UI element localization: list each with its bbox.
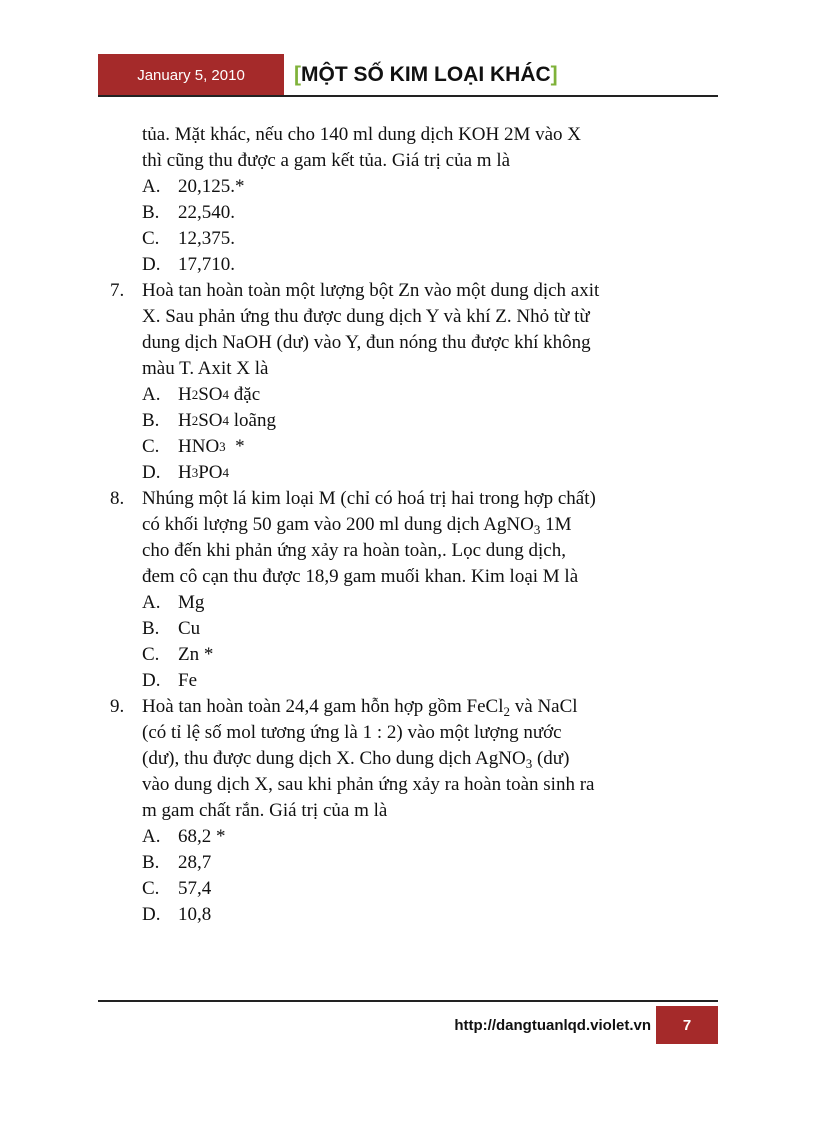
question-text-line: Hoà tan hoàn toàn 24,4 gam hỗn hợp gồm FeCl$_2$ và NaCl (142, 696, 578, 719)
question-text-line: (dư), thu được dung dịch X. Cho dung dịch AgNO$_3$ (dư) (142, 748, 570, 771)
option-c: C. 57,4 (142, 878, 212, 899)
question-number: 9. (110, 696, 125, 717)
page-number: 7 (656, 1006, 718, 1044)
question-text-line: màu T. Axit X là (142, 358, 269, 379)
option-d: D. H 3 PO 4 (142, 462, 230, 483)
header-title (294, 58, 558, 92)
option-b: B. 28,7 (142, 852, 212, 873)
footer-url-link[interactable]: http://dangtuanlqd.violet.vn (454, 1016, 651, 1034)
title-bracket-open: [ (294, 63, 301, 86)
footer-divider (98, 1000, 718, 1002)
question-9 (110, 694, 710, 824)
question-8 (110, 486, 710, 590)
question-text-line: Nhúng một lá kim loại M (chỉ có hoá trị hai trong hợp chất) (142, 488, 596, 509)
question-text-line: Hoà tan hoàn toàn một lượng bột Zn vào một dung dịch axit (142, 280, 600, 301)
option-b: B. Cu (142, 618, 201, 639)
option-b: B. 22,540. (142, 202, 235, 223)
question-8-options (110, 590, 710, 694)
question-text-line: có khối lượng 50 gam vào 200 ml dung dịch AgNO$_3$ 1M (142, 514, 572, 537)
option-a: A. 68,2 * (142, 826, 226, 847)
option-c: C. HNO 3 * (142, 436, 245, 457)
question-text-line: (có tỉ lệ số mol tương ứng là 1 : 2) vào một lượng nước (142, 722, 562, 743)
option-a: A. 20,125.* (142, 176, 245, 197)
option-d: D. 10,8 (142, 904, 212, 925)
option-d: D. Fe (142, 670, 197, 691)
title-text: MỘT SỐ KIM LOẠI KHÁC (301, 63, 551, 86)
page-header (98, 54, 718, 96)
header-date: January 5, 2010 (98, 54, 284, 96)
question-text-line: đem cô cạn thu được 18,9 gam muối khan. Kim loại M là (142, 566, 579, 587)
question-text-line: cho đến khi phản ứng xảy ra hoàn toàn,. Lọc dung dịch, (142, 540, 566, 561)
option-c: C. Zn * (142, 644, 214, 665)
document-body (110, 122, 710, 928)
question-number: 8. (110, 488, 125, 509)
question-text-line: dung dịch NaOH (dư) vào Y, đun nóng thu được khí không (142, 332, 591, 353)
question-7-options (110, 382, 710, 486)
option-d: D. 17,710. (142, 254, 235, 275)
question-text-line: tủa. Mặt khác, nếu cho 140 ml dung dịch KOH 2M vào X (142, 124, 582, 145)
option-c: C. 12,375. (142, 228, 235, 249)
question-text-line: thì cũng thu được a gam kết tủa. Giá trị của m là (142, 150, 511, 171)
question-6-continuation (110, 122, 710, 174)
question-7 (110, 278, 710, 382)
question-6-options (110, 174, 710, 278)
option-a: A. H 2 SO 4 đặc (142, 384, 261, 405)
title-bracket-close: ] (550, 63, 558, 86)
header-divider (98, 95, 718, 97)
question-9-options (110, 824, 710, 928)
question-text-line: m gam chất rắn. Giá trị của m là (142, 800, 388, 821)
question-number: 7. (110, 280, 125, 301)
question-text-line: X. Sau phản ứng thu được dung dịch Y và khí Z. Nhỏ từ từ (142, 306, 590, 327)
option-a: A. Mg (142, 592, 205, 613)
question-text-line: vào dung dịch X, sau khi phản ứng xảy ra hoàn toàn sinh ra (142, 774, 595, 795)
option-b: B. H 2 SO 4 loãng (142, 410, 276, 431)
